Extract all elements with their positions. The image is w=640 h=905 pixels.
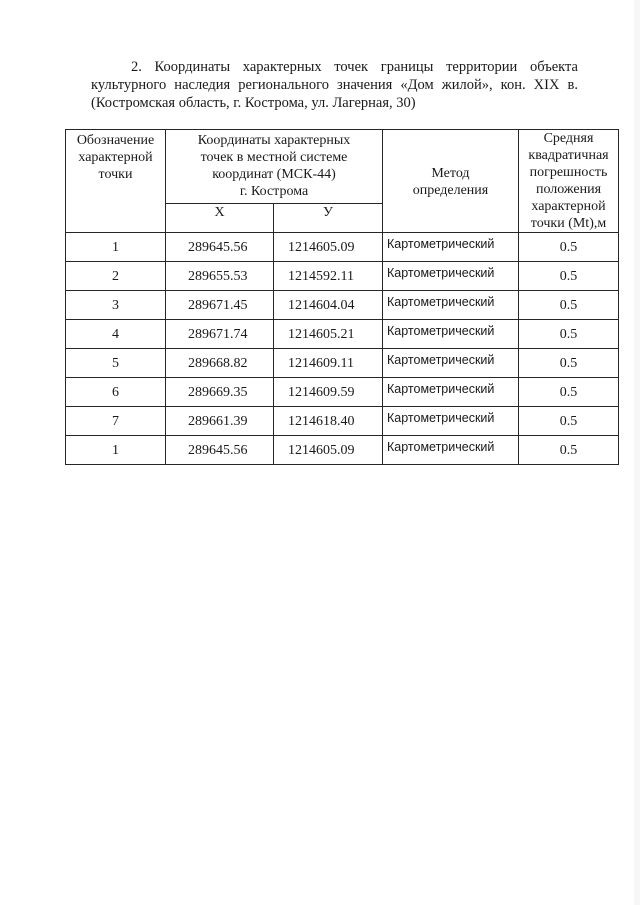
cell-error: 0.5	[519, 320, 619, 349]
cell-method: Картометрический	[383, 233, 519, 262]
header-point-designation	[66, 130, 166, 233]
cell-method: Картометрический	[383, 378, 519, 407]
cell-x: 289661.39	[166, 407, 274, 436]
table-row	[66, 378, 619, 407]
cell-y: 1214605.09	[274, 233, 383, 262]
cell-method: Картометрический	[383, 320, 519, 349]
table-row	[66, 233, 619, 262]
cell-point: 2	[66, 262, 166, 291]
table-row	[66, 320, 619, 349]
header-coordinates-line: точек в местной системе	[200, 150, 348, 165]
cell-method: Картометрический	[383, 407, 519, 436]
cell-y: 1214618.40	[274, 407, 383, 436]
header-error-line: Средняя	[543, 131, 594, 146]
header-error	[519, 130, 619, 233]
cell-y: 1214609.59	[274, 378, 383, 407]
cell-y: 1214605.09	[274, 436, 383, 465]
header-method	[383, 130, 519, 233]
cell-error: 0.5	[519, 349, 619, 378]
cell-point: 7	[66, 407, 166, 436]
heading-line-1: 2. Координаты характерных точек границы территории объекта	[131, 59, 578, 75]
cell-method: Картометрический	[383, 262, 519, 291]
cell-x: 289671.74	[166, 320, 274, 349]
cell-x: 289669.35	[166, 378, 274, 407]
cell-error: 0.5	[519, 291, 619, 320]
cell-point: 1	[66, 233, 166, 262]
cell-y: 1214605.21	[274, 320, 383, 349]
cell-error: 0.5	[519, 378, 619, 407]
header-point-line: Обозначение	[76, 133, 155, 148]
header-coordinates-line: г. Кострома	[239, 184, 309, 199]
heading-line-2: культурного наследия регионального значения «Дом жилой», кон. XIX в.	[91, 77, 578, 93]
cell-method: Картометрический	[383, 436, 519, 465]
header-coordinates	[166, 130, 383, 204]
table-row	[66, 262, 619, 291]
cell-x: 289645.56	[166, 233, 274, 262]
header-error-line: точки (Mt),м	[530, 216, 607, 231]
table-row	[66, 407, 619, 436]
table-row	[66, 349, 619, 378]
heading-line-3: (Костромская область, г. Кострома, ул. Лагерная, 30)	[91, 95, 416, 111]
coordinates-table	[65, 129, 619, 465]
cell-error: 0.5	[519, 262, 619, 291]
page-edge-shadow	[634, 0, 640, 905]
cell-method: Картометрический	[383, 291, 519, 320]
cell-error: 0.5	[519, 436, 619, 465]
cell-point: 3	[66, 291, 166, 320]
table-row	[66, 291, 619, 320]
cell-x: 289655.53	[166, 262, 274, 291]
header-method-line: определения	[412, 183, 489, 198]
cell-x: 289671.45	[166, 291, 274, 320]
cell-error: 0.5	[519, 407, 619, 436]
cell-point: 1	[66, 436, 166, 465]
cell-x: 289668.82	[166, 349, 274, 378]
cell-x: 289645.56	[166, 436, 274, 465]
header-error-line: погрешность	[529, 165, 608, 180]
header-coordinates-line: координат (МСК-44)	[212, 167, 336, 182]
table-row	[66, 436, 619, 465]
cell-y: 1214609.11	[274, 349, 383, 378]
table-header-row	[66, 130, 619, 204]
header-method-line: Метод	[431, 166, 470, 181]
header-error-line: положения	[535, 182, 602, 197]
table-body	[66, 130, 619, 465]
header-coordinates-line: Координаты характерных	[197, 133, 351, 148]
header-y: У	[274, 203, 383, 232]
cell-y: 1214592.11	[274, 262, 383, 291]
header-error-line: характерной	[531, 199, 606, 214]
header-point-line: характерной	[78, 150, 153, 165]
cell-point: 6	[66, 378, 166, 407]
cell-method: Картометрический	[383, 349, 519, 378]
cell-y: 1214604.04	[274, 291, 383, 320]
header-x: X	[166, 203, 274, 232]
cell-point: 5	[66, 349, 166, 378]
header-error-line: квадратичная	[528, 148, 609, 163]
section-heading	[91, 58, 578, 112]
header-point-line: точки	[98, 167, 133, 182]
cell-point: 4	[66, 320, 166, 349]
cell-error: 0.5	[519, 233, 619, 262]
